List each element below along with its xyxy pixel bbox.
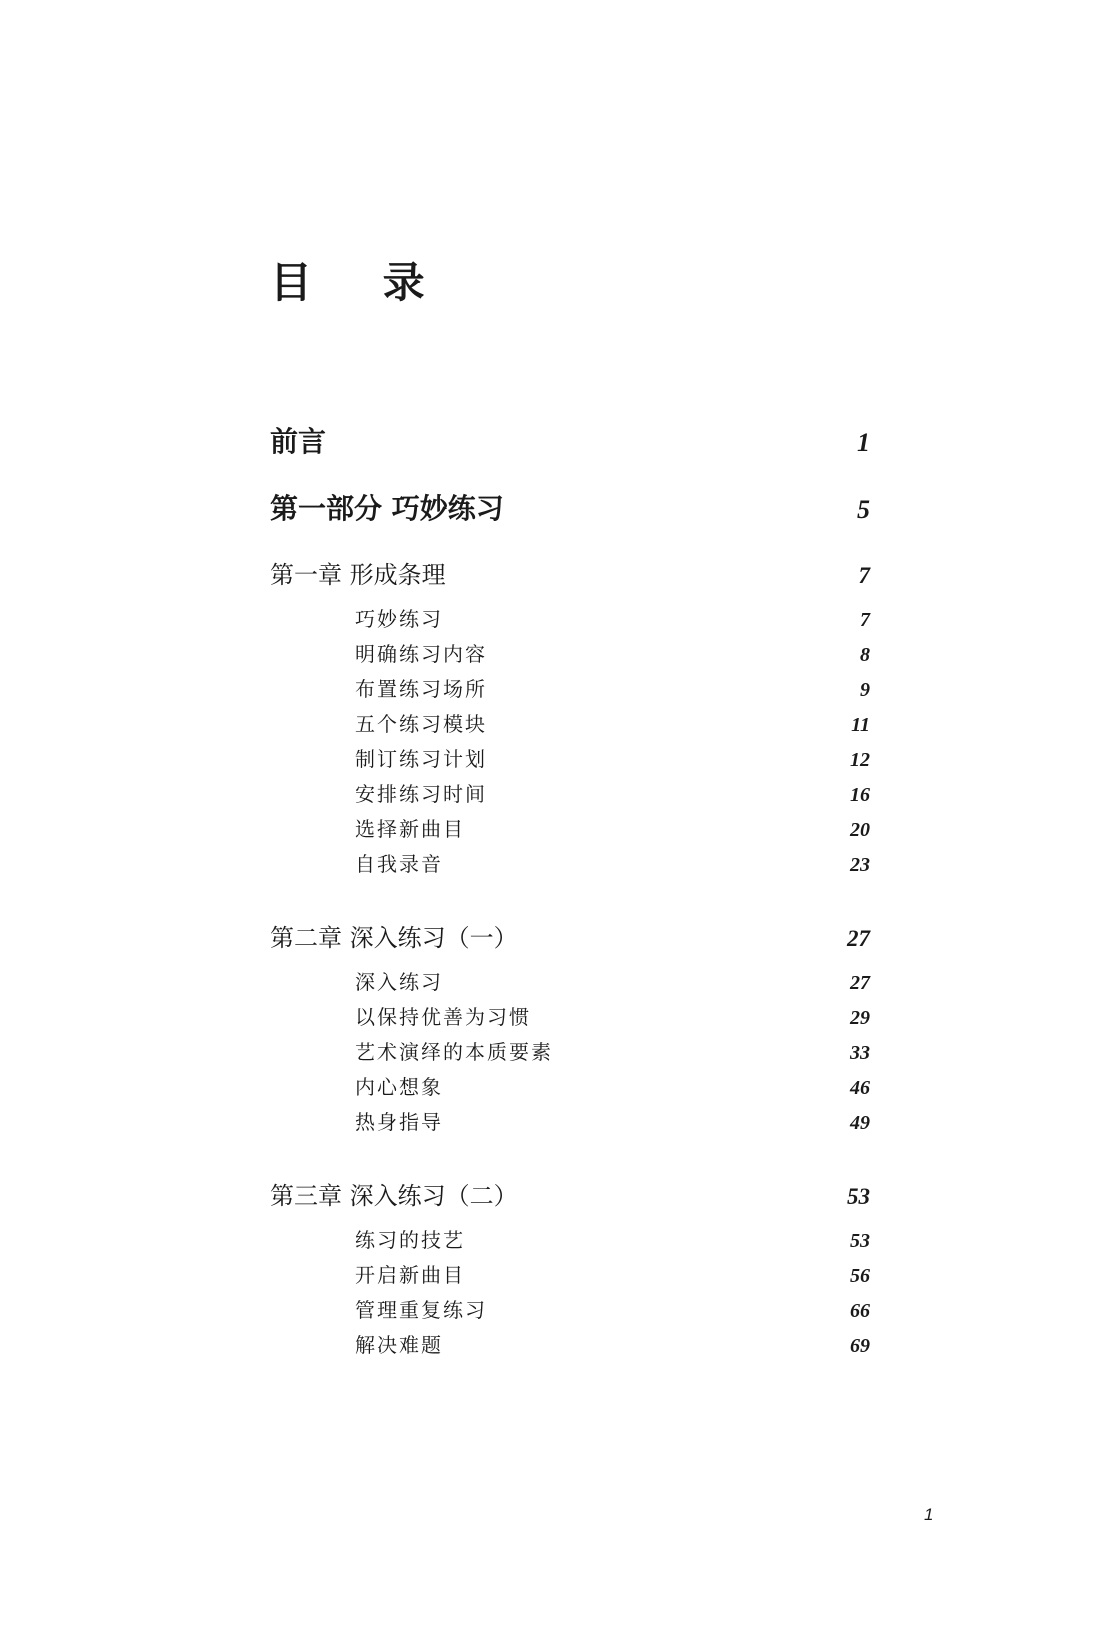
toc-entry-label: 第二章 深入练习（一） — [270, 924, 518, 952]
toc-entry-label: 第三章 深入练习（二） — [270, 1182, 518, 1210]
toc-entry-section — [355, 1106, 870, 1135]
toc-entry-label: 布置练习场所 — [355, 677, 487, 701]
toc-entry-page: 12 — [850, 749, 870, 771]
toc-entry-section — [355, 813, 870, 842]
page-number: 1 — [924, 1505, 934, 1524]
toc-entry-section — [355, 708, 870, 737]
toc-entry-page: 53 — [847, 1184, 870, 1209]
toc-entry-section — [355, 848, 870, 877]
toc-entry-section — [355, 1071, 870, 1100]
toc-entry-page: 7 — [860, 609, 870, 631]
toc-entry-label: 内心想象 — [355, 1075, 443, 1099]
toc-entry-page: 7 — [858, 563, 870, 588]
toc-entry-label: 管理重复练习 — [355, 1298, 487, 1322]
toc-entry-section — [355, 778, 870, 807]
toc-entry-part-1 — [270, 487, 870, 527]
toc-entry-label: 热身指导 — [355, 1110, 443, 1134]
toc-entry-page: 46 — [850, 1077, 870, 1099]
toc-entry-label: 深入练习 — [355, 970, 443, 994]
toc-entry-page: 23 — [850, 854, 870, 876]
toc-entry-page: 8 — [860, 644, 870, 666]
toc-entry-page: 66 — [850, 1300, 870, 1322]
toc-entry-chapter-1 — [270, 555, 870, 590]
toc-entry-section — [355, 1036, 870, 1065]
toc-entry-section — [355, 1329, 870, 1358]
toc-entry-label: 自我录音 — [355, 852, 443, 876]
toc-entry-label: 解决难题 — [355, 1333, 443, 1357]
toc-entry-page: 1 — [857, 428, 870, 457]
toc-entry-preface — [270, 420, 870, 460]
toc-entry-page: 56 — [850, 1265, 870, 1287]
toc-entry-label: 安排练习时间 — [355, 782, 487, 806]
toc-entry-label: 巧妙练习 — [355, 607, 443, 631]
toc-entry-section — [355, 1294, 870, 1323]
toc-entry-section — [355, 1259, 870, 1288]
toc-entry-label: 以保持优善为习惯 — [355, 1005, 531, 1029]
toc-entry-section — [355, 673, 870, 702]
toc-entry-label: 练习的技艺 — [355, 1228, 465, 1252]
toc-entry-page: 27 — [850, 972, 870, 994]
toc-entry-label: 第一章 形成条理 — [270, 561, 446, 589]
toc-entry-page: 53 — [850, 1230, 870, 1252]
toc-entry-section — [355, 1224, 870, 1253]
toc-entry-page: 9 — [860, 679, 870, 701]
toc-entry-page: 5 — [857, 495, 870, 524]
toc-entry-page: 49 — [850, 1112, 870, 1134]
toc-entry-page: 11 — [851, 714, 870, 736]
toc-entry-page: 29 — [850, 1007, 870, 1029]
toc-entry-label: 选择新曲目 — [355, 817, 465, 841]
toc-entry-label: 五个练习模块 — [355, 712, 487, 736]
toc-entry-label: 艺术演绎的本质要素 — [355, 1040, 553, 1064]
toc-entry-page: 16 — [850, 784, 870, 806]
toc-entry-chapter-2 — [270, 918, 870, 953]
toc-entry-label: 开启新曲目 — [355, 1263, 465, 1287]
toc-entry-label: 前言 — [270, 425, 327, 458]
toc-entry-page: 27 — [847, 926, 870, 951]
toc-entry-page: 69 — [850, 1335, 870, 1357]
page-title: 目 录 — [270, 258, 453, 307]
toc-entry-page: 33 — [850, 1042, 870, 1064]
toc-entry-section — [355, 743, 870, 772]
toc-entry-label: 明确练习内容 — [355, 642, 487, 666]
toc-entry-label: 第一部分 巧妙练习 — [270, 492, 504, 525]
toc-entry-page: 20 — [850, 819, 870, 841]
toc-entry-section — [355, 966, 870, 995]
toc-entry-section — [355, 1001, 870, 1030]
toc-entry-label: 制订练习计划 — [355, 747, 487, 771]
toc-entry-section — [355, 603, 870, 632]
toc-entry-section — [355, 638, 870, 667]
toc-entry-chapter-3 — [270, 1176, 870, 1211]
